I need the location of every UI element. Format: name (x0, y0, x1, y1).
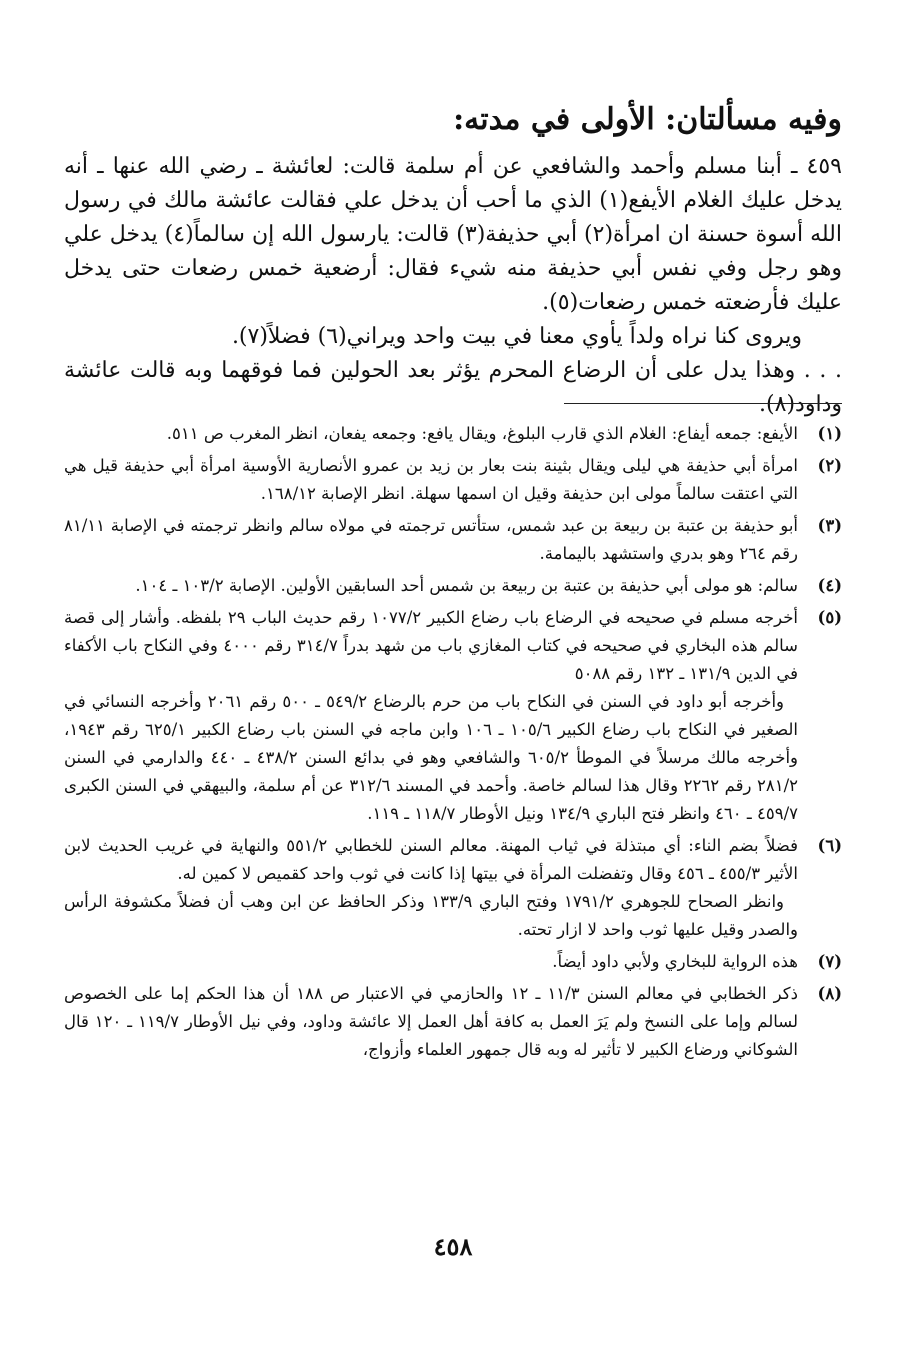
footnote-text: أبو حذيفة بن عتبة بن ربيعة بن عبد شمس، ستأتس ترجمته في مولاه سالم وانظر ترجمته في الإصابة ٨١/١١ رقم ٢٦٤ وهو بدري واستشهد باليمامة. (64, 516, 798, 563)
footnote (64, 948, 842, 976)
main-text (64, 150, 842, 422)
footnote (64, 420, 842, 448)
hadith-paragraph: ٤٥٩ ـ أبنا مسلم وأحمد والشافعي عن أم سلمة قالت: لعائشة ـ رضي الله عنها ـ أنه يدخل عليك الغلام الأيفع(١) الذي ما أحب أن يدخل علي فقالت عائشة مالك في رسول الله أسوة حسنة ان امرأة(٢) أبي حذيفة(٣) قالت: يارسول الله إن سالماً(٤) يدخل علي وهو رجل وفي نفس أبي حذيفة منه شيء فقال: أرضعية خمس رضعات حتى يدخل عليك فأرضعته خمس رضعات(٥). (64, 154, 842, 315)
footnote-divider (564, 403, 842, 404)
footnote-number: (٢) (817, 456, 842, 475)
ruling-paragraph: . . . وهذا يدل على أن الرضاع المحرم يؤثر بعد الحولين فما فوقهما وبه قالت عائشة وداود(٨). (64, 358, 842, 417)
footnote-text: فضلاً بضم الناء: أي مبتذلة في ثياب المهنة. معالم السنن للخطابي ٥٥١/٢ والنهاية في غريب الحديث لابن الأثير ٤٥٥/٣ ـ ٤٥٦ وقال وتفضلت المرأة في بيتها إذا كانت في ثوب واحد كقميص لا كمين له. (64, 836, 799, 883)
footnote-number: (١) (817, 424, 842, 443)
footnote (64, 604, 842, 828)
footnote-number: (٣) (817, 516, 842, 535)
footnote-number: (٤) (817, 576, 842, 595)
footnote-text: وأخرجه أبو داود في السنن في النكاح باب من حرم بالرضاع ٥٤٩/٢ ـ ٥٠٠ رقم ٢٠٦١ وأخرجه النسائي في الصغير في النكاح باب رضاع الكبير ١٠٥/٦ ـ ١٠٦ وابن ماجه في السنن باب رضاع الكبير ٦٢٥/١ رقم ١٩٤٣، وأخرجه مالك مرسلاً في الموطأ ٦٠٥/٢ والشافعي وهو في بدائع السنن ٤٣٨/٢ ـ ٤٤٠ والدارمي في السنن ٢٨١/٢ رقم ٢٢٦٢ وقال هذا لسالم خاصة. وأحمد في المسند ٣١٢/٦ عن أم سلمة، والبيهقي في السنن الكبرى ٤٥٩/٧ ـ ٤٦٠ وانظر فتح الباري ١٣٤/٩ ونيل الأوطار ١١٨/٧ ـ ١١٩. (64, 692, 799, 823)
footnote-text: هذه الرواية للبخاري ولأبي داود أيضاً. (552, 952, 798, 971)
footnote-text: سالم: هو مولى أبي حذيفة بن عتبة بن ربيعة بن شمس أحد السابقين الأولين. الإصابة ١٠٣/٢ ـ ١٠٤. (135, 576, 798, 595)
footnote-number: (٥) (817, 608, 842, 627)
footnote (64, 832, 842, 944)
hadith-variant-paragraph: ويروى كنا نراه ولداً يأوي معنا في بيت واحد ويراني(٦) فضلاً(٧). (231, 324, 802, 349)
footnote-text: ذكر الخطابي في معالم السنن ١١/٣ ـ ١٢ والحازمي في الاعتبار ص ١٨٨ أن هذا الحكم إما على الخصوص لسالم وإما على النسخ ولم يَرَ العمل به كافة أهل العمل إلا عائشة وداود، وفي نيل الأوطار ١١٩/٧ ـ ١٢٠ قال الشوكاني ورضاع الكبير لا تأثير له وبه قال جمهور العلماء وأزواج، (64, 984, 799, 1059)
footnotes (64, 420, 842, 1068)
footnote-text: أخرجه مسلم في صحيحه في الرضاع باب رضاع الكبير ١٠٧٧/٢ رقم حديث الباب ٢٩ بلفظه. وأشار إلى قصة سالم هذه البخاري في صحيحه في كتاب المغازي باب من شهد بدراً ٣١٤/٧ رقم ٤٠٠٠ وفي النكاح باب الأكفاء في الدين ١٣١/٩ ـ ١٣٢ رقم ٥٠٨٨ (64, 608, 798, 683)
section-heading: وفيه مسألتان: الأولى في مدته: (453, 102, 842, 137)
footnote (64, 452, 842, 508)
footnote-number: (٨) (817, 984, 842, 1003)
footnote-text: وانظر الصحاح للجوهري ١٧٩١/٢ وفتح الباري ١٣٣/٩ وذكر الحافظ عن ابن وهب أن فضلاً مكشوفة الرأس والصدر وقيل عليها ثوب واحد لا ازار تحته. (64, 892, 798, 939)
footnote (64, 512, 842, 568)
footnote-text: الأيفع: جمعه أيفاع: الغلام الذي قارب البلوغ، ويقال يافع: وجمعه يفعان، انظر المغرب ص ٥١١. (166, 424, 798, 443)
footnote-number: (٦) (817, 836, 842, 855)
book-page (64, 0, 842, 1353)
footnote (64, 980, 842, 1064)
footnote (64, 572, 842, 600)
page-number: ٤٥٨ (433, 1232, 473, 1261)
footnote-number: (٧) (817, 952, 842, 971)
footnote-text: امرأة أبي حذيفة هي ليلى ويقال بثينة بنت بعار بن زيد بن عمرو الأنصارية الأوسية امرأة أبي حذيفة قيل هي التي اعتقت سالماً مولى ابن حذيفة وقيل ان اسمها سهلة. انظر الإصابة ١٦٨/١٢. (64, 456, 798, 503)
